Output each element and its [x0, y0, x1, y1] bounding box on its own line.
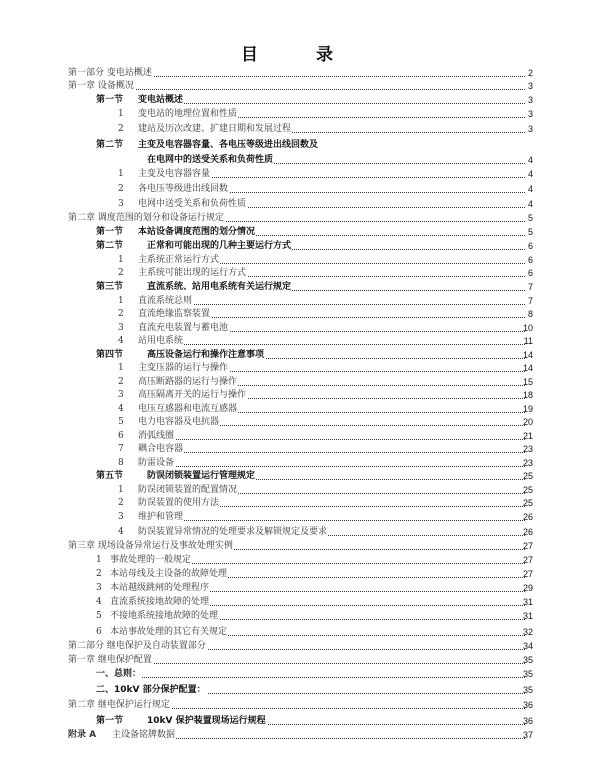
toc-page-number: 7	[527, 282, 533, 292]
toc-page-number: 8	[527, 309, 533, 319]
toc-page-number: 5	[527, 227, 533, 237]
toc-page-number: 11	[523, 336, 533, 346]
toc-entry-title: 高压断路器的运行与操作	[138, 377, 238, 387]
toc-entry-title: 直流绝缘监察装置	[138, 309, 211, 319]
toc-page-number: 35	[522, 669, 533, 679]
toc-entry-title: 本站设备调度范围的划分情况	[138, 227, 256, 237]
toc-page-number: 3	[527, 109, 533, 119]
toc-entry-number: 2	[118, 184, 124, 194]
toc-page-number: 14	[522, 350, 533, 360]
toc-page-number: 6	[527, 268, 533, 278]
toc-entry-title: 防误闭锁装置的配置情况	[138, 485, 238, 495]
toc-entry-number: 7	[118, 444, 124, 454]
toc-entry-title: 高压隔离开关的运行与操作	[138, 390, 247, 400]
toc-entry-title: 直流系统总则	[138, 296, 193, 306]
toc-entry-title: 耦合电容器	[138, 444, 184, 454]
toc-entry-number: 2	[118, 498, 124, 508]
toc-entry-number: 第四节	[96, 350, 124, 360]
toc-page-number: 25	[522, 471, 533, 481]
toc-page-number: 2	[527, 68, 533, 78]
toc-page-number: 29	[522, 583, 533, 593]
toc-entry-title: 本站越级跳闸的处理程序	[110, 583, 210, 593]
toc-entry-number: 第五节	[96, 471, 124, 481]
toc-entry-number: 6	[96, 627, 102, 637]
toc-entry-number: 第三节	[96, 282, 124, 292]
toc-page-number: 4	[527, 184, 533, 194]
toc-leader-dots	[138, 506, 525, 521]
toc-entry-title: 本站母线及主设备的故障处理	[110, 569, 228, 579]
toc-entry-number: 1	[118, 485, 124, 495]
toc-entry-title: 10kV 保护装置现场运行规程	[147, 716, 266, 726]
toc-entry-title: 第二章 继电保护运行规定	[68, 700, 170, 710]
toc-page-number: 3	[527, 95, 533, 105]
toc-entry-number: 1	[118, 363, 124, 373]
toc-entry-number: 2	[118, 124, 124, 134]
toc-entry-number: 6	[118, 431, 124, 441]
toc-page-number: 10	[522, 323, 533, 333]
toc-page-number: 31	[522, 597, 533, 607]
toc-leader-dots	[138, 330, 525, 345]
toc-page-number: 37	[522, 730, 533, 740]
toc-entry-title: 变电站的地理位置和性质	[138, 109, 238, 119]
page-title: 目 录	[241, 45, 359, 65]
toc-page-number: 25	[522, 498, 533, 508]
toc-page-number: 26	[522, 527, 533, 537]
toc-page-number: 6	[527, 255, 533, 265]
toc-entry-title: 变电站概述	[138, 95, 184, 105]
toc-entry-title: 防误装置异常情况的处理要求及解锁规定及要求	[138, 527, 328, 537]
toc-leader-dots	[138, 89, 525, 104]
toc-page-number: 27	[522, 569, 533, 579]
toc-entry-title: 第二章 调度范围的划分和设备运行规定	[68, 213, 224, 223]
toc-page-number: 7	[527, 296, 533, 306]
toc-entry-title: 直流系统、站用电系统有关运行规定	[147, 282, 292, 292]
toc-entry-title: 消弧线圈	[138, 431, 175, 441]
toc-entry-title: 第一章 继电保护配置	[68, 655, 152, 665]
toc-page-number: 36	[522, 700, 533, 710]
toc-page-number: 32	[522, 627, 533, 637]
toc-entry-title: 第一章 设备概况	[68, 81, 134, 91]
toc-entry-title: 不接地系统接地故障的处理	[110, 611, 219, 621]
toc-entry-title: 建站及历次改建、扩建日期和发展过程	[138, 124, 292, 134]
toc-entry-title: 主变及电容器容量	[138, 169, 211, 179]
toc-entry-number: 2	[118, 309, 124, 319]
toc-entry-title: 电力电容器及电抗器	[138, 417, 220, 427]
toc-entry-title: 在电网中的送受关系和负荷性质	[147, 155, 274, 165]
toc-entry-title: 站用电系统	[138, 336, 184, 346]
toc-entry-title: 主设备铭牌数据	[112, 730, 176, 740]
toc-page-number: 36	[522, 716, 533, 726]
toc-entry-title: 电网中送受关系和负荷性质	[138, 199, 247, 209]
toc-entry-number: 2	[118, 268, 124, 278]
toc-page-number: 18	[522, 390, 533, 400]
toc-page-number: 5	[527, 213, 533, 223]
toc-entry-number: 4	[118, 527, 124, 537]
toc-page-number: 31	[522, 611, 533, 621]
toc-entry-title: 主系统正常运行方式	[138, 255, 220, 265]
toc-leader-dots	[68, 75, 525, 90]
toc-page-number: 3	[527, 124, 533, 134]
toc-entry-title: 防误装置的使用方法	[138, 498, 220, 508]
toc-page-number: 23	[522, 458, 533, 468]
toc-entry[interactable]	[0, 728, 600, 742]
toc-page-number: 4	[527, 155, 533, 165]
toc-entry-title: 高压设备运行和操作注意事项	[147, 350, 265, 360]
toc-entry-number: 2	[96, 569, 102, 579]
toc-page-number: 15	[522, 377, 533, 387]
toc-page-number: 3	[527, 81, 533, 91]
toc-entry-title: 主系统可能出现的运行方式	[138, 268, 247, 278]
toc-entry[interactable]	[0, 122, 600, 136]
toc-entry-number: 第二节	[96, 241, 124, 251]
toc-page-number: 4	[527, 199, 533, 209]
toc-entry-title: 防误闭锁装置运行管理规定	[147, 471, 256, 481]
toc-entry-title: 第一部分 变电站概述	[68, 68, 152, 78]
toc-entry-number: 2	[118, 377, 124, 387]
toc-page-number: 6	[527, 241, 533, 251]
toc-page-number: 35	[522, 685, 533, 695]
toc-entry-number: 3	[118, 323, 124, 333]
toc-entry-number: 4	[118, 336, 124, 346]
toc-entry-title: 主变及电容器容量、各电压等级进出线回数及	[138, 140, 319, 150]
toc-entry-number: 1	[118, 109, 124, 119]
toc-entry-number: 5	[96, 611, 102, 621]
toc-entry-title: 事故处理的一般规定	[110, 555, 192, 565]
toc-entry-number: 第二节	[96, 140, 124, 150]
toc-entry-number: 3	[118, 390, 124, 400]
toc-entry-title: 直流系统接地故障的处理	[110, 597, 210, 607]
toc-page-number: 20	[522, 417, 533, 427]
toc-page-number: 23	[522, 444, 533, 454]
toc-entry-number: 4	[118, 404, 124, 414]
toc-page-number: 4	[527, 169, 533, 179]
toc-page-number: 26	[522, 512, 533, 522]
toc-entry-number: 1	[118, 169, 124, 179]
toc-entry-number: 1	[118, 296, 124, 306]
toc-entry-number: 4	[96, 597, 102, 607]
toc-entry-title: 本站事故处理的其它有关规定	[110, 627, 228, 637]
toc-page-number: 14	[522, 363, 533, 373]
toc-entry-title: 直流充电装置与蓄电池	[138, 323, 229, 333]
toc-entry-title: 一、总则：	[96, 669, 142, 679]
toc-page-number: 34	[522, 641, 533, 651]
toc-entry-number: 3	[118, 512, 124, 522]
toc-entry-title: 第二部分 继电保护及自动装置部分	[68, 641, 206, 651]
toc-entry-number: 3	[96, 583, 102, 593]
toc-entry-number: 附录 A	[68, 730, 97, 740]
toc-leader-dots	[138, 438, 525, 453]
toc-entry-number: 第一节	[96, 227, 124, 237]
toc-entry-title: 各电压等级进出线回数	[138, 184, 229, 194]
toc-entry-number: 3	[118, 199, 124, 209]
toc-entry-number: 1	[118, 255, 124, 265]
toc-page-number: 27	[522, 555, 533, 565]
toc-page-number: 25	[522, 485, 533, 495]
toc-page-number: 27	[522, 541, 533, 551]
toc-entry-number: 1	[96, 555, 102, 565]
toc-entry-title: 主变压器的运行与操作	[138, 363, 229, 373]
toc-entry-number: 8	[118, 458, 124, 468]
toc-entry-title: 二、10kV 部分保护配置：	[96, 685, 206, 695]
toc-entry-number: 第一节	[96, 95, 124, 105]
toc-entry-title: 维护和管理	[138, 512, 184, 522]
toc-entry-title: 正常和可能出现的几种主要运行方式	[147, 241, 292, 251]
toc-page-number: 21	[522, 431, 533, 441]
toc-page-number: 35	[522, 655, 533, 665]
toc-entry-number: 第一节	[96, 716, 124, 726]
toc-leader-dots	[96, 663, 525, 678]
toc-entry-title: 电压互感器和电流互感器	[138, 404, 238, 414]
toc-entry-number: 5	[118, 417, 124, 427]
toc-page-number: 19	[522, 404, 533, 414]
toc-entry-title: 第三章 现场设备异常运行及事故处理实例	[68, 541, 233, 551]
toc-entry-title: 防雷设备	[138, 458, 175, 468]
